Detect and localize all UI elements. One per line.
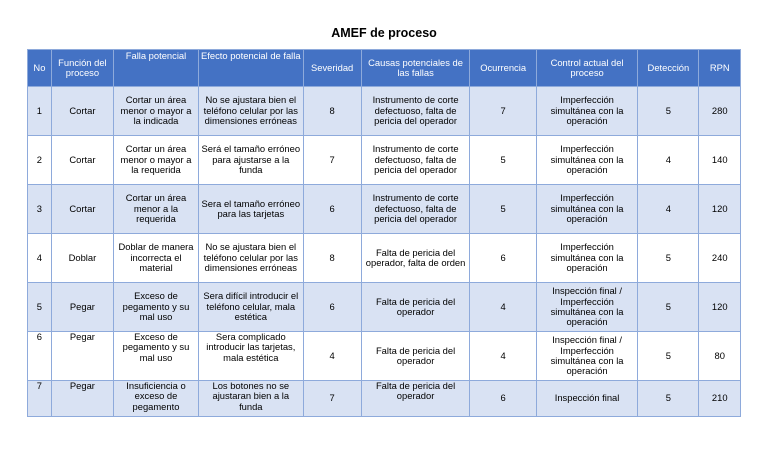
cell-ocurrencia: 4 bbox=[470, 332, 536, 381]
table-row bbox=[28, 136, 741, 185]
cell-causas: Falta de pericia del operador bbox=[361, 332, 470, 381]
cell-ocurrencia: 5 bbox=[470, 136, 536, 185]
cell-funcion: Pegar bbox=[51, 283, 113, 332]
cell-falla: Cortar un área menor a la requerida bbox=[114, 185, 199, 234]
table-row bbox=[28, 283, 741, 332]
cell-deteccion: 5 bbox=[638, 87, 699, 136]
cell-no: 1 bbox=[28, 87, 52, 136]
cell-causas: Instrumento de corte defectuoso, falta de pericia del operador bbox=[361, 87, 470, 136]
cell-rpn: 140 bbox=[699, 136, 741, 185]
cell-control: Imperfección simultánea con la operación bbox=[536, 234, 638, 283]
cell-causas: Falta de pericia del operador bbox=[361, 381, 470, 417]
cell-falla: Insuficiencia o exceso de pegamento bbox=[114, 381, 199, 417]
cell-deteccion: 5 bbox=[638, 283, 699, 332]
cell-rpn: 120 bbox=[699, 283, 741, 332]
cell-deteccion: 5 bbox=[638, 234, 699, 283]
cell-deteccion: 4 bbox=[638, 185, 699, 234]
cell-efecto: Los botones no se ajustaran bien a la funda bbox=[198, 381, 303, 417]
cell-ocurrencia: 6 bbox=[470, 234, 536, 283]
cell-control: Imperfección simultánea con la operación bbox=[536, 185, 638, 234]
cell-funcion: Cortar bbox=[51, 136, 113, 185]
cell-no: 7 bbox=[28, 381, 52, 417]
cell-severidad: 6 bbox=[303, 185, 361, 234]
header-row bbox=[28, 50, 741, 87]
header-efecto: Efecto potencial de falla bbox=[198, 50, 303, 87]
header-rpn: RPN bbox=[699, 50, 741, 87]
table-row bbox=[28, 87, 741, 136]
cell-efecto: No se ajustara bien el teléfono celular por las dimensiones erróneas bbox=[198, 234, 303, 283]
cell-funcion: Doblar bbox=[51, 234, 113, 283]
header-ocurrencia: Ocurrencia bbox=[470, 50, 536, 87]
header-funcion: Función del proceso bbox=[51, 50, 113, 87]
table-row bbox=[28, 332, 741, 381]
cell-control: Imperfección simultánea con la operación bbox=[536, 136, 638, 185]
cell-funcion: Pegar bbox=[51, 332, 113, 381]
cell-no: 6 bbox=[28, 332, 52, 381]
cell-rpn: 120 bbox=[699, 185, 741, 234]
cell-rpn: 240 bbox=[699, 234, 741, 283]
cell-funcion: Pegar bbox=[51, 381, 113, 417]
header-control: Control actual del proceso bbox=[536, 50, 638, 87]
cell-severidad: 6 bbox=[303, 283, 361, 332]
cell-falla: Cortar un área menor o mayor a la requerida bbox=[114, 136, 199, 185]
cell-efecto: No se ajustara bien el teléfono celular por las dimensiones erróneas bbox=[198, 87, 303, 136]
cell-ocurrencia: 4 bbox=[470, 283, 536, 332]
cell-deteccion: 4 bbox=[638, 136, 699, 185]
cell-no: 3 bbox=[28, 185, 52, 234]
header-causas: Causas potenciales de las fallas bbox=[361, 50, 470, 87]
cell-severidad: 7 bbox=[303, 381, 361, 417]
amef-table bbox=[27, 49, 741, 417]
cell-no: 4 bbox=[28, 234, 52, 283]
cell-control: Inspección final / Imperfección simultánea con la operación bbox=[536, 332, 638, 381]
cell-severidad: 7 bbox=[303, 136, 361, 185]
cell-efecto: Sera difícil introducir el teléfono celular, mala estética bbox=[198, 283, 303, 332]
table-row bbox=[28, 185, 741, 234]
header-deteccion: Detección bbox=[638, 50, 699, 87]
header-severidad: Severidad bbox=[303, 50, 361, 87]
cell-rpn: 80 bbox=[699, 332, 741, 381]
header-no: No bbox=[28, 50, 52, 87]
cell-control: Imperfección simultánea con la operación bbox=[536, 87, 638, 136]
cell-rpn: 210 bbox=[699, 381, 741, 417]
cell-severidad: 8 bbox=[303, 234, 361, 283]
cell-causas: Instrumento de corte defectuoso, falta de pericia del operador bbox=[361, 136, 470, 185]
table-row bbox=[28, 234, 741, 283]
cell-efecto: Sera complicado introducir las tarjetas, mala estética bbox=[198, 332, 303, 381]
cell-efecto: Sera el tamaño erróneo para las tarjetas bbox=[198, 185, 303, 234]
page-title: AMEF de proceso bbox=[331, 26, 437, 40]
cell-deteccion: 5 bbox=[638, 381, 699, 417]
cell-ocurrencia: 6 bbox=[470, 381, 536, 417]
cell-falla: Doblar de manera incorrecta el material bbox=[114, 234, 199, 283]
cell-causas: Falta de pericia del operador bbox=[361, 283, 470, 332]
cell-control: Inspección final bbox=[536, 381, 638, 417]
cell-efecto: Será el tamaño erróneo para ajustarse a la funda bbox=[198, 136, 303, 185]
cell-ocurrencia: 5 bbox=[470, 185, 536, 234]
cell-control: Inspección final / Imperfección simultánea con la operación bbox=[536, 283, 638, 332]
cell-funcion: Cortar bbox=[51, 185, 113, 234]
cell-no: 2 bbox=[28, 136, 52, 185]
cell-causas: Falta de pericia del operador, falta de orden bbox=[361, 234, 470, 283]
cell-falla: Exceso de pegamento y su mal uso bbox=[114, 332, 199, 381]
cell-funcion: Cortar bbox=[51, 87, 113, 136]
cell-ocurrencia: 7 bbox=[470, 87, 536, 136]
cell-deteccion: 5 bbox=[638, 332, 699, 381]
cell-falla: Exceso de pegamento y su mal uso bbox=[114, 283, 199, 332]
cell-severidad: 4 bbox=[303, 332, 361, 381]
header-falla: Falla potencial bbox=[114, 50, 199, 87]
cell-severidad: 8 bbox=[303, 87, 361, 136]
cell-rpn: 280 bbox=[699, 87, 741, 136]
table-row bbox=[28, 381, 741, 417]
cell-falla: Cortar un área menor o mayor a la indicada bbox=[114, 87, 199, 136]
cell-no: 5 bbox=[28, 283, 52, 332]
cell-causas: Instrumento de corte defectuoso, falta de pericia del operador bbox=[361, 185, 470, 234]
